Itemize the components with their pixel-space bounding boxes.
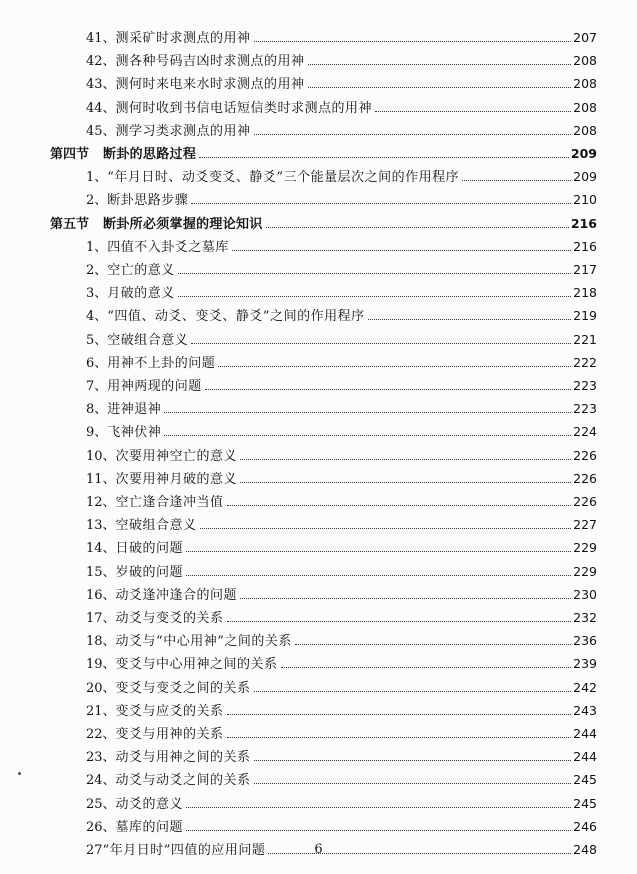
toc-entry-row[interactable] bbox=[86, 585, 597, 605]
entry-page-number: 248 bbox=[573, 842, 597, 857]
dot-leader bbox=[164, 435, 571, 436]
entry-number: 4、 bbox=[86, 309, 108, 325]
entry-page-number: 242 bbox=[573, 679, 597, 695]
entry-page-number: 243 bbox=[573, 702, 597, 718]
dot-leader bbox=[186, 551, 571, 552]
entry-title: 测何时来电来水时求测点的用神 bbox=[115, 77, 305, 93]
entry-page-number: 244 bbox=[573, 726, 597, 741]
entry-page-number: 208 bbox=[573, 53, 597, 69]
entry-number: 21、 bbox=[86, 703, 116, 719]
toc-entry-row[interactable] bbox=[86, 98, 597, 118]
dot-leader bbox=[368, 319, 572, 320]
dot-leader bbox=[254, 691, 572, 692]
entry-title: 变爻与用神的关系 bbox=[115, 727, 224, 742]
entry-title: 动爻与变爻的关系 bbox=[115, 611, 224, 626]
entry-page-number: 239 bbox=[573, 656, 597, 672]
entry-title: 次要用神空亡的意义 bbox=[115, 448, 238, 464]
entry-page-number: 222 bbox=[573, 354, 597, 370]
entry-title: 动爻与用神之间的关系 bbox=[115, 750, 251, 766]
entry-page-number: 224 bbox=[573, 424, 597, 440]
toc-entry-row[interactable] bbox=[86, 631, 597, 651]
dot-leader bbox=[227, 621, 572, 622]
dot-leader bbox=[200, 528, 572, 529]
entry-page-number: 221 bbox=[573, 331, 597, 347]
entry-page-number: 219 bbox=[573, 308, 597, 324]
entry-title: 测各种号码吉凶时求测点的用神 bbox=[115, 54, 305, 70]
entry-number: 20、 bbox=[86, 680, 116, 696]
dot-leader bbox=[281, 667, 572, 668]
entry-title: “年月日时、动爻变爻、静爻”三个能量层次之间的作用程序 bbox=[107, 170, 460, 186]
entry-title: 进神退神 bbox=[107, 402, 162, 418]
toc-entry-row[interactable] bbox=[86, 538, 597, 558]
dot-leader bbox=[240, 598, 571, 599]
dot-leader bbox=[205, 389, 571, 390]
toc-entry-row[interactable] bbox=[86, 167, 597, 187]
toc-entry-row[interactable] bbox=[86, 353, 597, 373]
scan-speck bbox=[18, 772, 21, 775]
entry-title: 动爻的意义 bbox=[115, 796, 184, 812]
entry-number: 12、 bbox=[86, 495, 116, 510]
entry-title: 空破组合意义 bbox=[107, 332, 189, 348]
entry-page-number: 230 bbox=[573, 586, 597, 602]
dot-leader bbox=[227, 737, 572, 738]
entry-number: 1、 bbox=[86, 239, 108, 255]
entry-number: 27 bbox=[86, 843, 103, 858]
dot-leader bbox=[266, 227, 569, 228]
toc-entry-row[interactable] bbox=[86, 817, 597, 837]
dot-leader bbox=[240, 482, 571, 483]
entry-number: 7、 bbox=[86, 379, 108, 394]
toc-entry-row[interactable] bbox=[86, 422, 597, 442]
entry-number: 9、 bbox=[86, 425, 108, 441]
toc-entry-row[interactable] bbox=[86, 794, 597, 814]
toc-entry-row[interactable] bbox=[86, 237, 597, 257]
entry-title: “年月日时”四值的应用问题 bbox=[102, 843, 266, 858]
entry-number: 3、 bbox=[86, 286, 108, 302]
dot-leader bbox=[186, 830, 571, 831]
entry-title: 空亡逢合逢冲当值 bbox=[115, 495, 224, 510]
entry-number: 11、 bbox=[86, 471, 116, 487]
entry-page-number: 208 bbox=[573, 99, 597, 115]
entry-page-number: 229 bbox=[573, 540, 597, 556]
entry-title: 用神两现的问题 bbox=[107, 379, 202, 394]
toc-entry-row[interactable] bbox=[86, 306, 597, 326]
dot-leader bbox=[295, 644, 571, 645]
section-number: 第四节 bbox=[50, 147, 90, 162]
dot-leader bbox=[375, 111, 571, 112]
dot-leader bbox=[191, 343, 571, 344]
entry-page-number: 209 bbox=[573, 169, 597, 185]
entry-page-number: 208 bbox=[573, 122, 597, 138]
entry-number: 14、 bbox=[86, 541, 116, 557]
entry-number: 19、 bbox=[86, 657, 116, 673]
entry-number: 41、 bbox=[86, 31, 116, 46]
toc-entry-row[interactable] bbox=[86, 562, 597, 582]
entry-page-number: 209 bbox=[570, 146, 597, 161]
entry-page-number: 232 bbox=[573, 610, 597, 625]
toc-entry-row[interactable] bbox=[86, 283, 597, 303]
entry-number: 25、 bbox=[86, 796, 116, 812]
entry-number: 43、 bbox=[86, 77, 116, 93]
entry-number: 1、 bbox=[86, 170, 108, 186]
toc-section-row[interactable] bbox=[50, 144, 597, 164]
entry-number: 6、 bbox=[86, 355, 108, 371]
toc-entry-row[interactable] bbox=[86, 701, 597, 721]
entry-number: 23、 bbox=[86, 750, 116, 766]
entry-number: 26、 bbox=[86, 819, 116, 835]
toc-entry-row[interactable] bbox=[86, 770, 597, 790]
entry-title: 测何时收到书信电话短信类时求测点的用神 bbox=[115, 100, 373, 116]
entry-page-number: 244 bbox=[573, 749, 597, 765]
toc-entry-row[interactable] bbox=[86, 399, 597, 419]
entry-number: 8、 bbox=[86, 402, 108, 418]
entry-title: 动爻与动爻之间的关系 bbox=[115, 773, 251, 789]
toc-entry-row[interactable] bbox=[86, 376, 597, 396]
toc-entry-row[interactable] bbox=[86, 724, 597, 744]
dot-leader bbox=[308, 64, 572, 65]
entry-number: 15、 bbox=[86, 564, 116, 580]
dot-leader bbox=[199, 157, 569, 158]
entry-number: 16、 bbox=[86, 587, 116, 603]
entry-page-number: 226 bbox=[573, 494, 597, 509]
entry-title: 测采矿时求测点的用神 bbox=[115, 31, 251, 46]
entry-page-number: 226 bbox=[573, 470, 597, 486]
entry-number: 10、 bbox=[86, 448, 116, 464]
dot-leader bbox=[227, 714, 572, 715]
toc-entry-row[interactable] bbox=[86, 492, 597, 512]
toc-entry-row[interactable] bbox=[86, 28, 597, 48]
entry-number: 24、 bbox=[86, 773, 116, 789]
dot-leader bbox=[240, 459, 571, 460]
entry-title: 月破的意义 bbox=[107, 286, 175, 302]
entry-page-number: 223 bbox=[573, 378, 597, 393]
entry-page-number: 207 bbox=[573, 30, 597, 45]
entry-page-number: 226 bbox=[573, 447, 597, 463]
toc-entry-row[interactable] bbox=[86, 121, 597, 141]
toc-section-row[interactable] bbox=[50, 214, 597, 234]
entry-title: 日破的问题 bbox=[115, 541, 184, 557]
entry-page-number: 246 bbox=[573, 818, 597, 834]
dot-leader bbox=[254, 760, 572, 761]
section-title: 断卦的思路过程 bbox=[103, 147, 197, 162]
section-number: 第五节 bbox=[50, 216, 90, 232]
toc-entry-row[interactable] bbox=[86, 747, 597, 767]
dot-leader bbox=[191, 203, 571, 204]
dot-leader bbox=[186, 807, 571, 808]
toc-entry-row[interactable] bbox=[86, 608, 597, 628]
entry-number: 5、 bbox=[86, 332, 108, 348]
entry-title: 用神不上卦的问题 bbox=[107, 355, 216, 371]
entry-page-number: 227 bbox=[573, 517, 597, 533]
toc-entry-row[interactable] bbox=[86, 678, 597, 698]
dot-leader bbox=[254, 783, 572, 784]
dot-leader bbox=[164, 412, 571, 413]
toc-entry-row[interactable] bbox=[86, 469, 597, 489]
entry-page-number: 229 bbox=[573, 563, 597, 579]
entry-number: 13、 bbox=[86, 518, 116, 534]
toc-entry-row[interactable] bbox=[86, 74, 597, 94]
entry-number: 45、 bbox=[86, 123, 116, 139]
dot-leader bbox=[178, 296, 571, 297]
entry-title: 四值不入卦爻之墓库 bbox=[107, 239, 229, 255]
entry-page-number: 245 bbox=[573, 795, 597, 811]
entry-title: 空破组合意义 bbox=[115, 518, 197, 534]
toc-entry-row[interactable] bbox=[86, 190, 597, 210]
entry-page-number: 223 bbox=[573, 401, 597, 417]
entry-title: 岁破的问题 bbox=[115, 564, 184, 580]
entry-title: 动爻与“中心用神”之间的关系 bbox=[115, 634, 292, 650]
entry-page-number: 210 bbox=[573, 192, 597, 208]
entry-number: 17、 bbox=[86, 611, 116, 626]
entry-title: 变爻与应爻的关系 bbox=[115, 703, 224, 719]
dot-leader bbox=[178, 273, 571, 274]
toc-entry-row[interactable] bbox=[86, 515, 597, 535]
entry-title: 动爻逢冲逢合的问题 bbox=[115, 587, 238, 603]
toc-entry-row[interactable] bbox=[86, 446, 597, 466]
entry-page-number: 216 bbox=[573, 238, 597, 254]
dot-leader bbox=[232, 250, 571, 251]
entry-title: 变爻与变爻之间的关系 bbox=[115, 680, 251, 696]
entry-title: 次要用神月破的意义 bbox=[115, 471, 238, 487]
entry-title: 测学习类求测点的用神 bbox=[115, 123, 251, 139]
entry-title: 变爻与中心用神之间的关系 bbox=[115, 657, 278, 673]
section-title: 断卦所必须掌握的理论知识 bbox=[103, 216, 263, 232]
dot-leader bbox=[254, 41, 572, 42]
toc-entry-row[interactable] bbox=[86, 51, 597, 71]
dot-leader bbox=[254, 134, 572, 135]
page-number: 6 bbox=[314, 842, 323, 857]
entry-page-number: 218 bbox=[573, 285, 597, 301]
toc-entry-row[interactable] bbox=[86, 330, 597, 350]
dot-leader bbox=[218, 366, 571, 367]
entry-title: 墓库的问题 bbox=[115, 819, 184, 835]
dot-leader bbox=[308, 87, 572, 88]
toc-entry-row[interactable] bbox=[86, 260, 597, 280]
toc-entry-row[interactable] bbox=[86, 654, 597, 674]
entry-title: 空亡的意义 bbox=[107, 263, 175, 278]
entry-number: 2、 bbox=[86, 193, 108, 209]
entry-number: 44、 bbox=[86, 100, 116, 116]
dot-leader bbox=[227, 505, 572, 506]
entry-number: 18、 bbox=[86, 634, 116, 650]
entry-number: 2、 bbox=[86, 263, 108, 278]
dot-leader bbox=[462, 180, 571, 181]
entry-page-number: 236 bbox=[573, 633, 597, 649]
entry-number: 22、 bbox=[86, 727, 116, 742]
entry-title: 飞神伏神 bbox=[107, 425, 162, 441]
entry-page-number: 216 bbox=[570, 215, 597, 231]
entry-number: 42、 bbox=[86, 54, 116, 70]
entry-page-number: 217 bbox=[573, 262, 597, 277]
entry-page-number: 245 bbox=[573, 772, 597, 788]
entry-page-number: 208 bbox=[573, 76, 597, 92]
entry-title: “四值、动爻、变爻、静爻”之间的作用程序 bbox=[107, 309, 365, 325]
dot-leader bbox=[186, 575, 571, 576]
entry-title: 断卦思路步骤 bbox=[107, 193, 189, 209]
